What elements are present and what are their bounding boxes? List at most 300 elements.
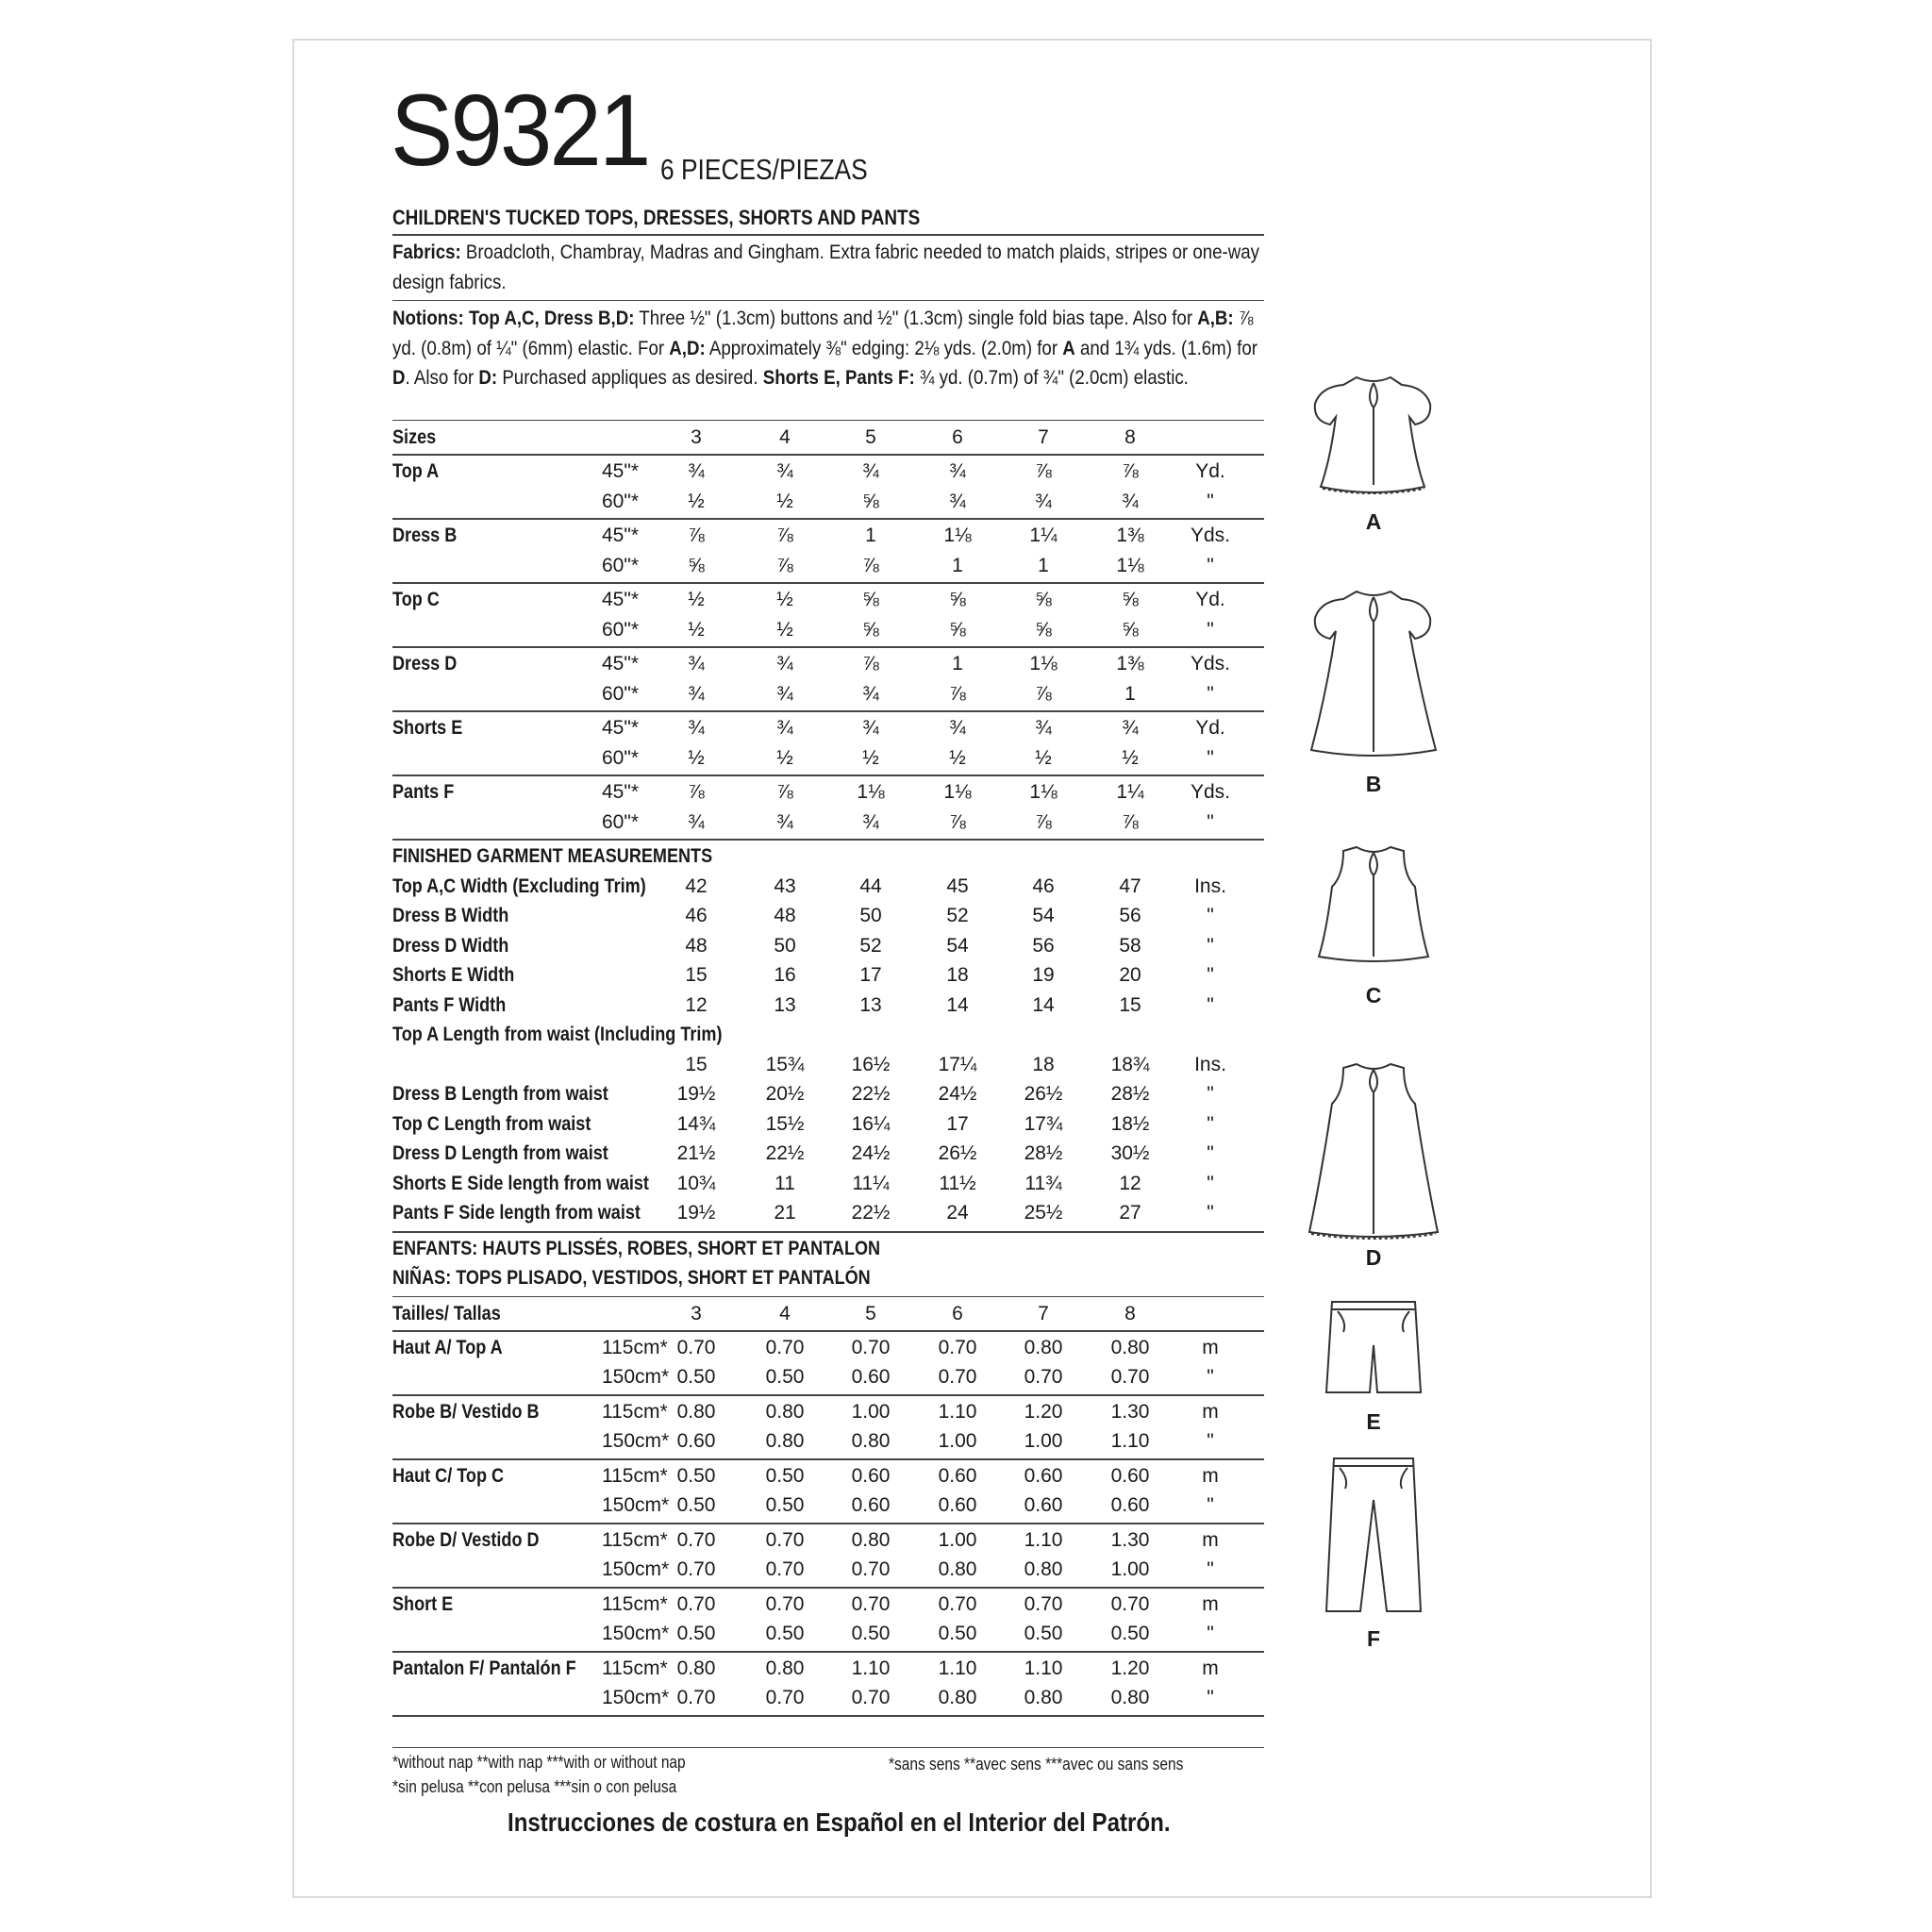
value-cell: ¾: [776, 682, 793, 705]
value-cell: 1⅛: [1029, 781, 1058, 803]
fabric-width: 150cm*: [602, 1366, 670, 1388]
value-cell: 1.10: [1024, 1657, 1063, 1679]
value-cell: 0.60: [938, 1494, 977, 1516]
unit-label: ": [1207, 993, 1214, 1016]
value-cell: 16: [774, 964, 796, 986]
value-cell: 48: [774, 905, 796, 926]
value-cell: ⅞: [1122, 460, 1139, 482]
spanish-instructions-note: Instrucciones de costura en Español en el Interior del Patrón.: [508, 1807, 1171, 1837]
value-cell: ¾: [688, 682, 705, 705]
yardage-row: [392, 1491, 1270, 1520]
dress-d-illustration: [1304, 1055, 1443, 1243]
measurement-name: Dress B Length from waist: [392, 1083, 608, 1105]
yardage-row: [392, 552, 1270, 580]
value-cell: 0.70: [851, 1558, 891, 1580]
size-header-row: [392, 424, 1270, 452]
yardage-row: [392, 1655, 1270, 1683]
value-cell: 0.60: [1024, 1494, 1063, 1516]
yardage-row: [392, 680, 1270, 708]
size-header-cell: 5: [865, 426, 876, 448]
value-cell: 21½: [676, 1142, 716, 1164]
value-cell: 11¾: [1024, 1172, 1062, 1194]
divider: [392, 1330, 1264, 1332]
divider: [392, 710, 1264, 712]
unit-label: ": [1207, 682, 1214, 705]
value-cell: 44: [859, 874, 882, 897]
divider: [392, 1296, 1264, 1297]
yardage-row: [392, 458, 1270, 486]
top-a-illustration: [1304, 366, 1443, 498]
value-cell: ⅞: [776, 781, 793, 803]
unit-label: Yd.: [1195, 717, 1225, 739]
pattern-title: CHILDREN'S TUCKED TOPS, DRESSES, SHORTS AND PANTS: [392, 206, 921, 229]
fabric-width: 45"*: [602, 589, 639, 610]
yardage-row: [392, 1398, 1270, 1426]
value-cell: 17: [859, 964, 882, 986]
value-cell: 24½: [938, 1083, 977, 1105]
unit-label: ": [1207, 618, 1214, 641]
fabric-width: 45"*: [602, 525, 639, 546]
value-cell: 0.60: [938, 1464, 977, 1487]
value-cell: ¾: [949, 460, 966, 482]
unit-label: ": [1207, 934, 1214, 957]
garment-name: Top A: [392, 460, 440, 482]
value-cell: 0.60: [1110, 1464, 1150, 1487]
value-cell: 1⅛: [943, 525, 972, 546]
value-cell: 0.50: [676, 1623, 716, 1644]
footnote-english: *without nap **with nap ***with or without nap: [392, 1753, 686, 1772]
finished-row: [392, 961, 1270, 990]
figure-label-c: C: [1365, 983, 1382, 1008]
unit-label: ": [1207, 554, 1214, 576]
yardage-row: [392, 1462, 1270, 1491]
fabric-width: 45"*: [602, 653, 639, 675]
garment-name: Pants F: [392, 781, 455, 803]
unit-label: ": [1207, 490, 1214, 512]
value-cell: 24: [946, 1202, 969, 1224]
value-cell: 11½: [939, 1172, 976, 1194]
value-cell: 15: [685, 964, 708, 986]
unit-label: m: [1202, 1464, 1219, 1487]
size-header-cell: 5: [865, 1302, 876, 1324]
value-cell: 1⅜: [1116, 525, 1144, 546]
length-row: [392, 1140, 1270, 1168]
value-cell: 0.80: [938, 1687, 977, 1708]
value-cell: ⅝: [1035, 589, 1052, 610]
value-cell: 22½: [851, 1083, 891, 1105]
fabric-width: 115cm*: [602, 1400, 668, 1423]
value-cell: 22½: [851, 1202, 891, 1224]
finished-row: [392, 932, 1270, 960]
value-cell: ½: [776, 618, 793, 641]
length-title: Top A Length from waist (Including Trim): [392, 1024, 723, 1045]
value-cell: ⅝: [688, 554, 705, 576]
value-cell: ¾: [949, 717, 966, 739]
metric-title-spanish: NIÑAS: TOPS PLISADO, VESTIDOS, SHORT ET PANTALÓN: [392, 1267, 871, 1289]
value-cell: ⅝: [949, 618, 966, 641]
value-cell: 0.80: [851, 1528, 891, 1551]
value-cell: 20½: [765, 1083, 805, 1105]
fabric-width: 115cm*: [602, 1528, 668, 1551]
value-cell: 1⅛: [1116, 554, 1144, 576]
value-cell: ½: [688, 618, 705, 641]
fabric-width: 45"*: [602, 781, 639, 803]
finished-row: [392, 873, 1270, 901]
size-header-cell: 8: [1124, 1302, 1136, 1324]
unit-label: Yd.: [1195, 589, 1225, 610]
unit-label: ": [1207, 746, 1214, 769]
value-cell: 0.50: [676, 1464, 716, 1487]
value-cell: 50: [859, 905, 882, 926]
value-cell: 1: [1124, 682, 1136, 705]
value-cell: 13: [774, 993, 796, 1016]
value-cell: 0.70: [1024, 1366, 1063, 1388]
value-cell: 0.60: [676, 1430, 716, 1452]
value-cell: 1: [865, 525, 876, 546]
value-cell: 1⅛: [943, 781, 972, 803]
divider: [392, 839, 1264, 841]
length-row: [392, 1199, 1270, 1227]
value-cell: ⅝: [1122, 618, 1139, 641]
value-cell: 0.50: [765, 1494, 805, 1516]
value-cell: 24½: [851, 1142, 891, 1164]
divider: [392, 454, 1264, 456]
value-cell: ¾: [862, 810, 879, 833]
value-cell: 0.70: [851, 1592, 891, 1615]
unit-label: m: [1202, 1336, 1219, 1358]
divider: [392, 646, 1264, 648]
fabric-width: 150cm*: [602, 1687, 670, 1708]
divider: [392, 1715, 1264, 1717]
pieces-count: 6 PIECES/PIEZAS: [660, 153, 868, 186]
unit-label: ": [1207, 1202, 1214, 1224]
divider: [392, 1747, 1264, 1748]
value-cell: ½: [776, 746, 793, 769]
value-cell: 17¾: [1024, 1112, 1063, 1135]
value-cell: ½: [1035, 746, 1052, 769]
pants-f-illustration: [1319, 1451, 1428, 1617]
yardage-row: [392, 1526, 1270, 1555]
value-cell: ½: [776, 490, 793, 512]
figure-label-a: A: [1365, 509, 1382, 534]
footnote-french: *sans sens **avec sens ***avec ou sans sens: [889, 1755, 1184, 1774]
unit-label: m: [1202, 1657, 1219, 1679]
value-cell: 0.70: [1110, 1592, 1150, 1615]
value-cell: 1.00: [1110, 1558, 1150, 1580]
measurement-name: Dress D Width: [392, 934, 509, 957]
value-cell: ¾: [688, 810, 705, 833]
value-cell: 26½: [938, 1142, 977, 1164]
yardage-row: [392, 488, 1270, 516]
notions-paragraph: Notions: Top A,C, Dress B,D: Three ½" (1.3cm) buttons and ½" (1.3cm) single fold bias tape. Also for A,B: ⅞ yd. (0.8m) of ¼" (6mm) elastic. For A,D: Approximately ⅜" edging: 2⅛ yds. (2.0m) for A and 1¾ yds. (1.6m) for D. Also for D: Purchased appliques as desired. Shorts E, Pants F: ¾ yd. (0.7m) of ¾" (2.0cm) elastic.: [392, 308, 1257, 389]
value-cell: 1.10: [1110, 1430, 1150, 1452]
value-cell: 48: [685, 934, 708, 957]
fabric-width: 115cm*: [602, 1592, 668, 1615]
unit-label: ": [1207, 1083, 1214, 1105]
garment-name: Haut A/ Top A: [392, 1336, 503, 1358]
value-cell: ¾: [862, 682, 879, 705]
unit-label: ": [1207, 1172, 1214, 1194]
value-cell: ⅞: [688, 781, 705, 803]
value-cell: ½: [688, 589, 705, 610]
value-cell: 0.50: [938, 1623, 977, 1644]
value-cell: 0.70: [676, 1528, 716, 1551]
value-cell: 0.80: [676, 1657, 716, 1679]
value-cell: 1: [952, 554, 963, 576]
value-cell: ⅞: [1035, 810, 1052, 833]
garment-name: Robe D/ Vestido D: [392, 1528, 540, 1551]
value-cell: 26½: [1024, 1083, 1063, 1105]
unit-label: Yds.: [1190, 525, 1231, 546]
finished-measurements-title: [392, 842, 1270, 871]
unit-label: ": [1207, 1366, 1214, 1388]
unit-label: ": [1207, 1112, 1214, 1135]
size-header-cell: 8: [1124, 426, 1136, 448]
value-cell: 0.50: [1110, 1623, 1150, 1644]
value-cell: 11: [774, 1172, 795, 1194]
value-cell: ⅞: [949, 810, 966, 833]
value-cell: 19½: [676, 1083, 716, 1105]
value-cell: 16¼: [851, 1112, 891, 1135]
value-cell: 17: [946, 1112, 969, 1135]
value-cell: 0.50: [676, 1366, 716, 1388]
value-cell: 0.80: [1024, 1687, 1063, 1708]
value-cell: ⅞: [1035, 682, 1052, 705]
size-header-label: Tailles/ Tallas: [392, 1302, 501, 1324]
yardage-row: [392, 744, 1270, 773]
value-cell: ¾: [862, 460, 879, 482]
fabric-width: 150cm*: [602, 1494, 670, 1516]
value-cell: 18¾: [1110, 1053, 1150, 1075]
value-cell: ½: [776, 589, 793, 610]
value-cell: 0.70: [765, 1528, 805, 1551]
value-cell: 0.70: [938, 1336, 977, 1358]
fabric-width: 150cm*: [602, 1558, 670, 1580]
value-cell: 1: [952, 653, 963, 675]
value-cell: ⅞: [1122, 810, 1139, 833]
value-cell: 14¾: [676, 1112, 716, 1135]
value-cell: 0.70: [676, 1592, 716, 1615]
value-cell: 0.60: [1024, 1464, 1063, 1487]
pattern-number: S9321: [391, 73, 649, 187]
figure-label-d: D: [1365, 1245, 1382, 1270]
length-title-row: [392, 1021, 1270, 1049]
value-cell: ⅞: [776, 554, 793, 576]
value-cell: 0.80: [765, 1400, 805, 1423]
value-cell: 0.80: [765, 1430, 805, 1452]
value-cell: ½: [949, 746, 966, 769]
value-cell: 0.80: [1024, 1336, 1063, 1358]
value-cell: 58: [1119, 934, 1141, 957]
finished-row: [392, 991, 1270, 1020]
unit-label: ": [1207, 1430, 1214, 1452]
value-cell: ⅝: [862, 618, 879, 641]
value-cell: 18: [1032, 1053, 1055, 1075]
value-cell: 56: [1032, 934, 1055, 957]
size-header-cell: 6: [952, 1302, 963, 1324]
divider: [392, 1523, 1264, 1524]
dress-b-illustration: [1304, 580, 1443, 759]
yardage-row: [392, 616, 1270, 644]
value-cell: 0.80: [1024, 1558, 1063, 1580]
unit-label: m: [1202, 1400, 1219, 1423]
unit-label: ": [1207, 810, 1214, 833]
unit-label: Ins.: [1194, 874, 1226, 897]
size-header-cell: 7: [1038, 426, 1049, 448]
value-cell: 18: [946, 964, 969, 986]
value-cell: 1.00: [938, 1430, 977, 1452]
length-row: [392, 1110, 1270, 1139]
unit-label: ": [1207, 905, 1214, 926]
fabric-width: 150cm*: [602, 1623, 670, 1644]
value-cell: ½: [688, 746, 705, 769]
value-cell: ⅝: [862, 490, 879, 512]
value-cell: ⅝: [1122, 589, 1139, 610]
yardage-row: [392, 1591, 1270, 1619]
fabric-width: 60"*: [602, 554, 639, 576]
value-cell: 28½: [1110, 1083, 1150, 1105]
divider: [392, 300, 1264, 301]
fabrics-paragraph: Fabrics: Broadcloth, Chambray, Madras and Gingham. Extra fabric needed to match plaids, stripes or one-way design fabrics.: [392, 242, 1260, 293]
size-header-cell: 6: [952, 426, 963, 448]
value-cell: 0.70: [765, 1336, 805, 1358]
value-cell: 19½: [676, 1202, 716, 1224]
value-cell: 1⅛: [1029, 653, 1058, 675]
value-cell: 46: [1032, 874, 1055, 897]
fabric-width: 115cm*: [602, 1464, 668, 1487]
value-cell: 18½: [1110, 1112, 1150, 1135]
measurement-name: Pants F Side length from waist: [392, 1202, 641, 1224]
value-cell: ¾: [1035, 717, 1052, 739]
value-cell: 0.50: [765, 1623, 805, 1644]
yardage-row: [392, 808, 1270, 837]
value-cell: 0.80: [765, 1657, 805, 1679]
fabric-width: 60"*: [602, 618, 639, 641]
yardage-row: [392, 778, 1270, 807]
unit-label: ": [1207, 964, 1214, 986]
value-cell: 54: [1032, 905, 1055, 926]
value-cell: ¾: [1035, 490, 1052, 512]
garment-name: Dress B: [392, 525, 458, 546]
measurement-name: Shorts E Width: [392, 964, 515, 986]
unit-label: Ins.: [1194, 1053, 1226, 1075]
unit-label: ": [1207, 1687, 1214, 1708]
yardage-row: [392, 1620, 1270, 1648]
value-cell: 12: [1119, 1172, 1141, 1194]
value-cell: 50: [774, 934, 796, 957]
unit-label: m: [1202, 1592, 1219, 1615]
finished-measurements-title: FINISHED GARMENT MEASUREMENTS: [392, 845, 713, 867]
value-cell: 52: [859, 934, 882, 957]
value-cell: 16½: [851, 1053, 891, 1075]
shorts-e-illustration: [1319, 1294, 1428, 1398]
yardage-row: [392, 522, 1270, 550]
divider: [392, 518, 1264, 520]
fabric-width: 45"*: [602, 460, 639, 482]
fabric-width: 45"*: [602, 717, 639, 739]
measurement-name: Top A,C Width (Excluding Trim): [392, 874, 646, 897]
value-cell: 0.70: [765, 1592, 805, 1615]
value-cell: 47: [1119, 874, 1141, 897]
value-cell: 0.70: [676, 1336, 716, 1358]
length-row: [392, 1170, 1270, 1198]
unit-label: ": [1207, 1558, 1214, 1580]
size-header-cell: 4: [779, 1302, 791, 1324]
value-cell: 1¼: [1116, 781, 1144, 803]
size-header-label: Sizes: [392, 426, 437, 448]
value-cell: 21: [774, 1202, 796, 1224]
value-cell: ⅞: [1035, 460, 1052, 482]
value-cell: 1⅜: [1116, 653, 1144, 675]
value-cell: 0.70: [1024, 1592, 1063, 1615]
divider: [392, 420, 1264, 421]
value-cell: 1.30: [1110, 1528, 1150, 1551]
value-cell: 1.10: [938, 1400, 977, 1423]
value-cell: ¾: [776, 717, 793, 739]
fabric-width: 115cm*: [602, 1336, 668, 1358]
garment-name: Short E: [392, 1592, 454, 1615]
footnote-spanish: *sin pelusa **con pelusa ***sin o con pelusa: [392, 1777, 677, 1796]
value-cell: 28½: [1024, 1142, 1063, 1164]
value-cell: ⅞: [862, 653, 879, 675]
unit-label: ": [1207, 1142, 1214, 1164]
value-cell: 0.70: [765, 1558, 805, 1580]
yardage-row: [392, 1334, 1270, 1362]
value-cell: ⅝: [862, 589, 879, 610]
value-cell: 0.80: [1110, 1687, 1150, 1708]
value-cell: ½: [1122, 746, 1139, 769]
value-cell: ⅞: [688, 525, 705, 546]
size-header-cell: 7: [1038, 1302, 1049, 1324]
fabric-width: 60"*: [602, 682, 639, 705]
value-cell: 0.60: [851, 1366, 891, 1388]
value-cell: ½: [688, 490, 705, 512]
value-cell: ⅞: [949, 682, 966, 705]
value-cell: 1⅛: [857, 781, 885, 803]
value-cell: 42: [685, 874, 708, 897]
value-cell: 0.60: [1110, 1494, 1150, 1516]
value-cell: ¾: [688, 460, 705, 482]
value-cell: 30½: [1110, 1142, 1150, 1164]
size-header-cell: 3: [691, 1302, 702, 1324]
fabric-width: 60"*: [602, 746, 639, 769]
value-cell: 0.70: [676, 1558, 716, 1580]
length-row: [392, 1051, 1270, 1079]
finished-row: [392, 902, 1270, 930]
garment-name: Haut C/ Top C: [392, 1464, 505, 1487]
figure-label-b: B: [1365, 772, 1382, 796]
value-cell: ¾: [688, 653, 705, 675]
divider: [392, 1458, 1264, 1460]
yardage-row: [392, 1556, 1270, 1584]
value-cell: 45: [946, 874, 969, 897]
value-cell: 0.70: [938, 1366, 977, 1388]
unit-label: Yds.: [1190, 653, 1231, 675]
value-cell: 1.10: [851, 1657, 891, 1679]
value-cell: 1.10: [1024, 1528, 1063, 1551]
value-cell: 56: [1119, 905, 1141, 926]
value-cell: 0.70: [938, 1592, 977, 1615]
value-cell: 12: [685, 993, 708, 1016]
divider: [392, 1651, 1264, 1653]
measurement-name: Shorts E Side length from waist: [392, 1172, 649, 1194]
value-cell: 1.20: [1110, 1657, 1150, 1679]
value-cell: 15½: [765, 1112, 805, 1135]
unit-label: ": [1207, 1623, 1214, 1644]
value-cell: 1.20: [1024, 1400, 1063, 1423]
value-cell: 15: [685, 1053, 708, 1075]
value-cell: 1¼: [1029, 525, 1058, 546]
